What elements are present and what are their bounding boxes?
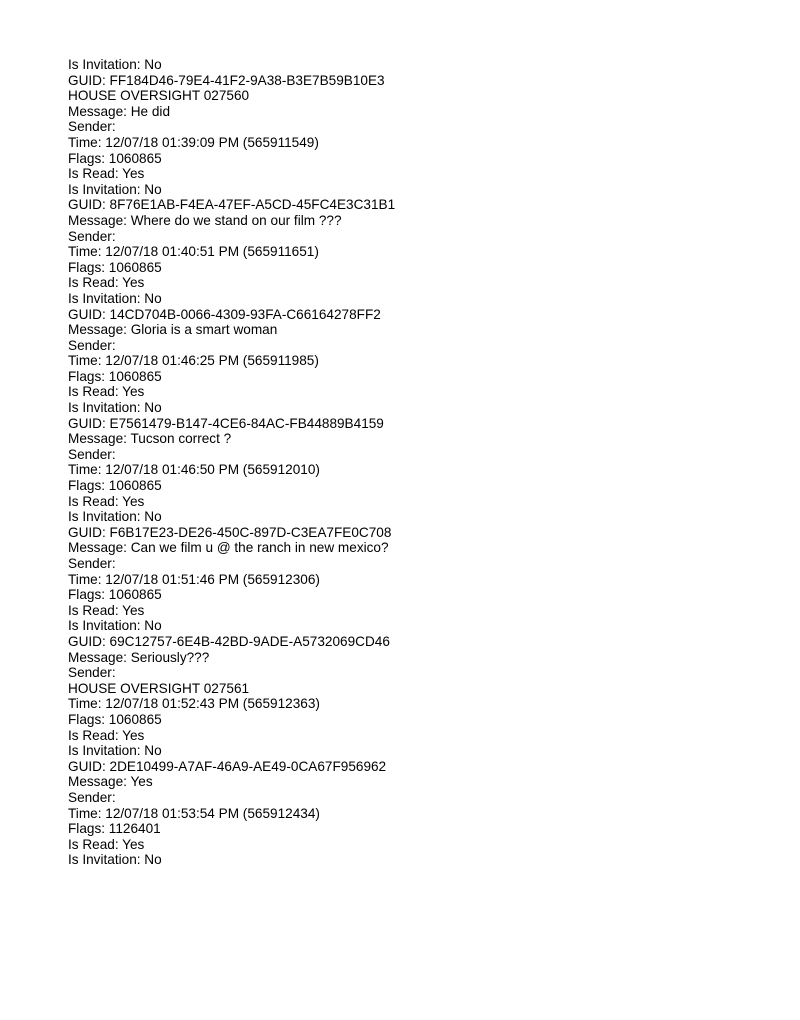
guid-line: GUID: FF184D46-79E4-41F2-9A38-B3E7B59B10E3 (68, 72, 385, 88)
message-line: Message: He did (68, 103, 171, 119)
message-line: Message: Gloria is a smart woman (68, 322, 278, 338)
read-line: Is Read: Yes (68, 384, 145, 400)
sender-line: Sender: (68, 119, 116, 135)
read-line: Is Read: Yes (68, 275, 145, 291)
time-line: Time: 12/07/18 01:40:51 PM (565911651) (68, 244, 319, 260)
sender-line: Sender: (68, 556, 116, 571)
message-line: Message: Seriously??? (68, 649, 210, 665)
sender-line: Sender: (68, 446, 116, 462)
invitation-line: Is Invitation: No (68, 57, 162, 72)
read-line: Is Read: Yes (68, 836, 145, 852)
document-page (68, 57, 768, 868)
invitation-line: Is Invitation: No (68, 400, 162, 416)
message-line: Message: Where do we stand on our film ??? (68, 212, 342, 228)
flags-line: Flags: 1060865 (68, 711, 162, 727)
flags-line: Flags: 1060865 (68, 259, 162, 275)
invitation-line: Is Invitation: No (68, 181, 162, 197)
message-line: Message: Yes (68, 774, 153, 790)
bates-stamp: HOUSE OVERSIGHT 027561 (68, 680, 250, 696)
message-line: Message: Tucson correct ? (68, 431, 232, 447)
guid-line: GUID: 14CD704B-0066-4309-93FA-C66164278FF2 (68, 306, 381, 322)
flags-line: Flags: 1060865 (68, 150, 162, 166)
flags-line: Flags: 1126401 (68, 821, 161, 837)
guid-line: GUID: 2DE10499-A7AF-46A9-AE49-0CA67F956962 (68, 758, 387, 774)
invitation-line: Is Invitation: No (68, 290, 162, 306)
time-line: Time: 12/07/18 01:46:50 PM (565912010) (68, 462, 320, 478)
guid-line: GUID: F6B17E23-DE26-450C-897D-C3EA7FE0C708 (68, 524, 392, 540)
time-line: Time: 12/07/18 01:51:46 PM (565912306) (68, 571, 320, 587)
flags-line: Flags: 1060865 (68, 368, 162, 384)
guid-line: GUID: 8F76E1AB-F4EA-47EF-A5CD-45FC4E3C31B1 (68, 197, 396, 213)
guid-line: GUID: 69C12757-6E4B-42BD-9ADE-A5732069CD46 (68, 633, 390, 649)
invitation-line: Is Invitation: No (68, 618, 162, 634)
flags-line: Flags: 1060865 (68, 587, 162, 603)
read-line: Is Read: Yes (68, 493, 145, 509)
read-line: Is Read: Yes (68, 166, 145, 182)
time-line: Time: 12/07/18 01:52:43 PM (565912363) (68, 696, 320, 712)
message-line: Message: Can we film u @ the ranch in new mexico? (68, 540, 389, 556)
invitation-line: Is Invitation: No (68, 743, 162, 759)
sender-line: Sender: (68, 789, 116, 805)
read-line: Is Read: Yes (68, 727, 145, 743)
time-line: Time: 12/07/18 01:39:09 PM (565911549) (68, 134, 319, 150)
flags-line: Flags: 1060865 (68, 478, 162, 494)
sender-line: Sender: (68, 665, 116, 681)
read-line: Is Read: Yes (68, 602, 145, 618)
sender-line: Sender: (68, 337, 116, 353)
guid-line: GUID: E7561479-B147-4CE6-84AC-FB44889B4159 (68, 415, 384, 431)
bates-stamp: HOUSE OVERSIGHT 027560 (68, 88, 250, 104)
invitation-line: Is Invitation: No (68, 852, 162, 868)
invitation-line: Is Invitation: No (68, 509, 162, 525)
time-line: Time: 12/07/18 01:53:54 PM (565912434) (68, 805, 320, 821)
sender-line: Sender: (68, 228, 116, 244)
time-line: Time: 12/07/18 01:46:25 PM (565911985) (68, 353, 319, 369)
